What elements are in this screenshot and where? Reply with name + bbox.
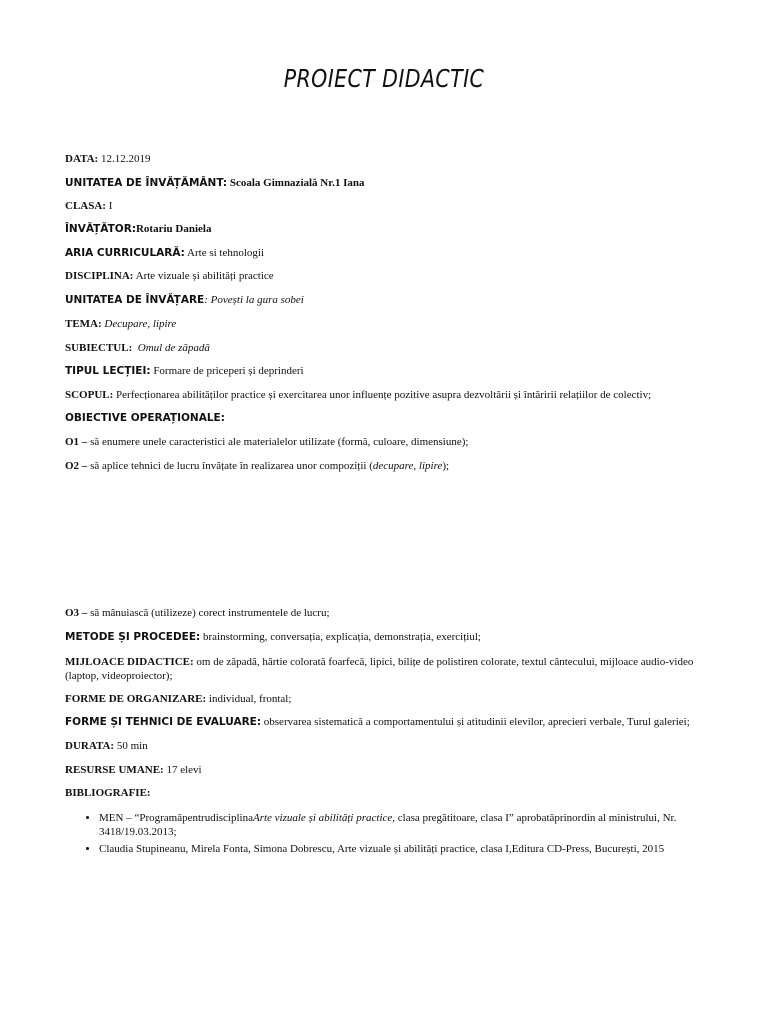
field-unitate-invatare bbox=[65, 294, 715, 306]
field-label: METODE ȘI PROCEDEE: bbox=[65, 631, 201, 643]
field-durata bbox=[65, 740, 715, 752]
bibliography-item bbox=[99, 811, 749, 839]
field-value: om de zăpadă, hârtie colorată foarfecă, lipici, bilițe de polistiren colorate, textul cântecului, mijloace audio-video (laptop, videoproiector); bbox=[65, 656, 694, 682]
objective-text: să mânuiască (utilizeze) corect instrumentele de lucru; bbox=[90, 607, 330, 619]
field-value: individual, frontal; bbox=[208, 693, 292, 705]
field-value: Rotariu Daniela bbox=[135, 223, 212, 235]
field-scopul bbox=[65, 389, 715, 401]
objective-text: să aplice tehnici de lucru învățate în realizarea unor compoziții ( bbox=[90, 460, 373, 472]
field-subiectul bbox=[65, 342, 715, 354]
objective-label: O1 – bbox=[65, 436, 88, 448]
field-forme-organizare bbox=[65, 693, 715, 705]
objective-text-italic: decupare, lipire bbox=[372, 460, 443, 472]
field-resurse-umane bbox=[65, 764, 715, 776]
field-label: TIPUL LECȚIEI: bbox=[65, 365, 151, 377]
field-label: UNITATEA DE ÎNVĂȚARE bbox=[65, 294, 205, 306]
field-value: Arte vizuale și abilități practice bbox=[135, 270, 274, 282]
objective-o1 bbox=[65, 436, 715, 448]
objective-text: să enumere unele caracteristici ale materialelor utilizate (formă, culoare, dimensiune); bbox=[90, 436, 469, 448]
field-label: FORME ȘI TEHNICI DE EVALUARE: bbox=[65, 716, 262, 728]
field-value: Arte si tehnologii bbox=[187, 247, 265, 259]
field-tema bbox=[65, 318, 715, 330]
field-label: SUBIECTUL: bbox=[65, 342, 133, 354]
field-label: CLASA: bbox=[65, 200, 106, 212]
field-invatator bbox=[65, 223, 715, 235]
field-label: MIJLOACE DIDACTICE: bbox=[65, 656, 194, 668]
bibliography-list bbox=[65, 811, 749, 859]
field-value: : Povești la gura sobei bbox=[204, 294, 304, 306]
objective-text-end: ); bbox=[442, 460, 450, 472]
field-forme-evaluare bbox=[65, 716, 715, 728]
field-value: Omul de zăpadă bbox=[137, 342, 210, 354]
objective-label: O3 – bbox=[65, 607, 88, 619]
bib-title: Arte vizuale și abilități practice bbox=[252, 812, 393, 824]
bib-text: Claudia Stupineanu, Mirela Fonta, Simona Dobrescu, Arte vizuale și abilități practice, clasa I,Editura CD-Press, București, 2015 bbox=[99, 843, 665, 855]
field-label: SCOPUL: bbox=[65, 389, 114, 401]
bib-text-end: , clasa pregătitoare, clasa I” aprobatăprinordin al ministrului, Nr. 3418/19.03.2013; bbox=[99, 812, 677, 838]
field-clasa bbox=[65, 200, 715, 212]
field-value: brainstorming, conversația, explicația, demonstrația, exercițiul; bbox=[202, 631, 481, 643]
field-value: 12.12.2019 bbox=[100, 153, 151, 165]
field-tipul-lectiei bbox=[65, 365, 715, 377]
field-value: Perfecționarea abilităților practice și exercitarea unor influențe pozitive asupra dezvoltării și întăririi relațiilor de colectiv; bbox=[116, 389, 652, 401]
field-label: DISCIPLINA: bbox=[65, 270, 134, 282]
section-obiective bbox=[65, 412, 715, 424]
field-label: FORME DE ORGANIZARE: bbox=[65, 693, 207, 705]
field-value: 17 elevi bbox=[166, 764, 202, 776]
field-value: I bbox=[108, 200, 113, 212]
field-value: Decupare, lipire bbox=[104, 318, 177, 330]
page-title: PROIECT DIDACTIC bbox=[283, 64, 485, 93]
section-heading: BIBLIOGRAFIE: bbox=[65, 787, 151, 799]
section-heading: OBIECTIVE OPERAȚIONALE: bbox=[65, 412, 225, 424]
field-data bbox=[65, 153, 715, 165]
field-aria-curriculara bbox=[65, 247, 715, 259]
objective-label: O2 – bbox=[65, 460, 88, 472]
field-disciplina bbox=[65, 270, 715, 282]
field-value: observarea sistematică a comportamentului și atitudinii elevilor, aprecieri verbale, Turul galeriei; bbox=[263, 716, 690, 728]
field-label: ARIA CURRICULARĂ: bbox=[65, 247, 185, 259]
field-mijloace bbox=[65, 655, 715, 683]
field-metode bbox=[65, 631, 715, 643]
field-label: ÎNVĂȚĂTOR: bbox=[65, 223, 136, 235]
field-value: Formare de priceperi și deprinderi bbox=[153, 365, 304, 377]
field-label: DURATA: bbox=[65, 740, 115, 752]
bibliography-item bbox=[99, 842, 749, 856]
field-label: DATA: bbox=[65, 153, 99, 165]
objective-o2 bbox=[65, 460, 715, 472]
field-label: TEMA: bbox=[65, 318, 102, 330]
field-unitate-invatamant bbox=[65, 177, 715, 189]
objective-o3 bbox=[65, 607, 715, 619]
field-value: Scoala Gimnazială Nr.1 Iana bbox=[229, 177, 365, 189]
field-label: UNITATEA DE ÎNVĂȚĂMÂNT: bbox=[65, 177, 228, 189]
bib-text: MEN – “Programăpentrudisciplina bbox=[99, 812, 253, 824]
field-value: 50 min bbox=[116, 740, 148, 752]
field-label: RESURSE UMANE: bbox=[65, 764, 164, 776]
section-bibliografie bbox=[65, 787, 715, 799]
